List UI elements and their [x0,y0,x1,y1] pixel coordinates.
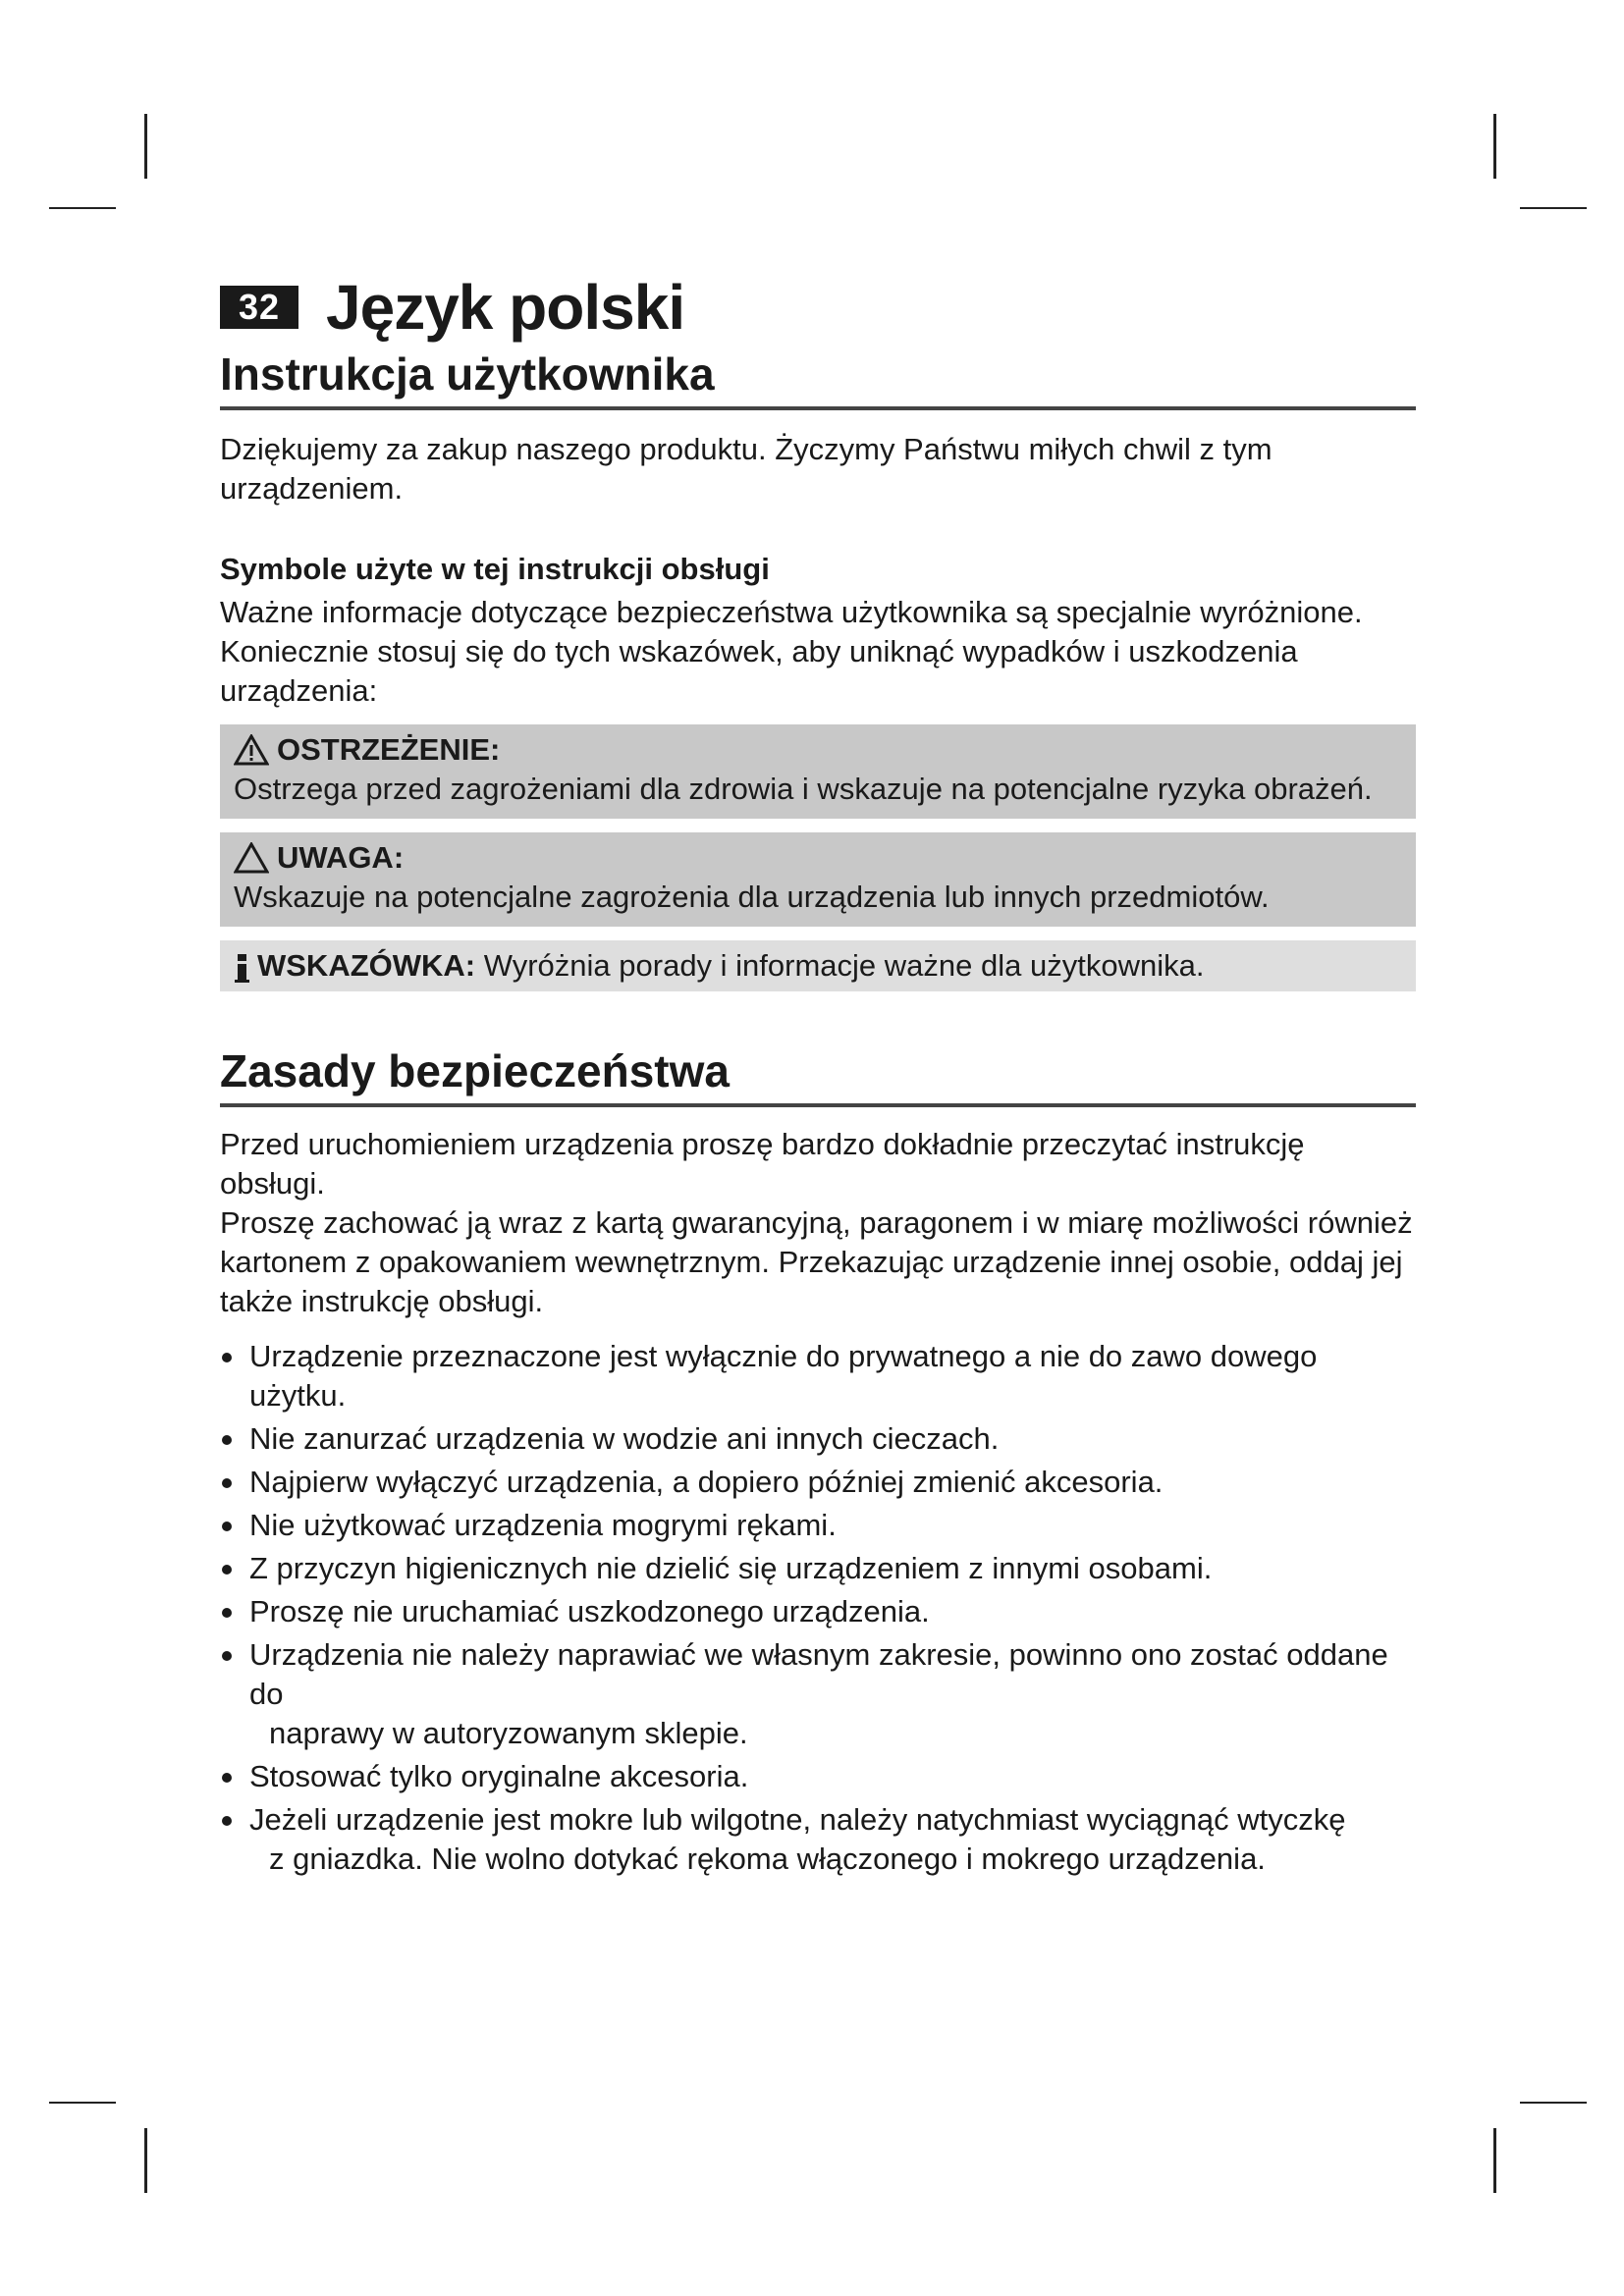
list-item: Proszę nie uruchamiać uszkodzonego urządzenia. [220,1592,1416,1631]
list-item: Z przyczyn higienicznych nie dzielić się urządzeniem z innymi osobami. [220,1549,1416,1588]
note-text: Wyróżnia porady i informacje ważne dla użytkownika. [475,948,1205,983]
language-header [220,273,1416,342]
symbols-line-2: Koniecznie stosuj się do tych wskazówek, aby uniknąć wypadków i uszkodzenia urządzenia: [220,634,1298,708]
caution-text: Wskazuje na potencjalne zagrożenia dla urządzenia lub innych przedmiotów. [234,880,1270,914]
safety-divider [220,1103,1416,1107]
language-title: Język polski [326,272,685,343]
list-item: Nie użytkować urządzenia mogrymi rękami. [220,1506,1416,1545]
warning-heading [234,730,1402,770]
safety-intro-line: także instrukcję obsługi. [220,1284,544,1318]
crop-mark-bottom-right-h [1520,2102,1587,2104]
safety-intro-line: Przed uruchomieniem urządzenia proszę bardzo dokładnie przeczytać instrukcję obsługi. [220,1127,1305,1201]
safety-intro-line: Proszę zachować ją wraz z kartą gwarancyjną, paragonem i w miarę możliwości również [220,1205,1413,1240]
warning-text: Ostrzega przed zagrożeniami dla zdrowia i wskazuje na potencjalne ryzyka obrażeń. [234,772,1373,806]
info-icon [234,952,251,984]
symbols-title: Symbole użyte w tej instrukcji obsługi [220,552,770,586]
crop-mark-top-left-v [144,114,147,179]
crop-mark-top-right-h [1520,207,1587,209]
crop-mark-top-right-v [1493,114,1496,179]
safety-intro-line: kartonem z opakowaniem wewnętrznym. Przekazując urządzenie innej osobie, oddaj jej [220,1245,1403,1279]
page-content [220,273,1416,1883]
note-label: WSKAZÓWKA: [257,948,476,983]
crop-mark-bottom-right-v [1493,2128,1496,2193]
list-item: Stosować tylko oryginalne akcesoria. [220,1757,1416,1796]
symbols-line-1: Ważne informacje dotyczące bezpieczeństwa użytkownika są specjalnie wyróżnione. [220,595,1363,629]
list-item-line: naprawy w autoryzowanym sklepie. [269,1716,748,1750]
intro-text: Dziękujemy za zakup naszego produktu. Życzymy Państwu miłych chwil z tym urządzeniem. [220,432,1272,506]
manual-title: Instrukcja użytkownika [220,348,715,400]
list-item-line: Jeżeli urządzenie jest mokre lub wilgotne, należy natychmiast wyciągnąć wtyczkę [249,1802,1346,1837]
list-item: Najpierw wyłączyć urządzenia, a dopiero później zmienić akcesoria. [220,1463,1416,1502]
safety-bullet-list [220,1337,1416,1879]
list-item [220,1635,1416,1753]
page-number-badge: 32 [220,286,298,329]
crop-mark-top-left-h [49,207,116,209]
caution-label: UWAGA: [277,840,405,875]
crop-mark-bottom-left-h [49,2102,116,2104]
safety-title: Zasady bezpieczeństwa [220,1045,730,1096]
list-item: Urządzenie przeznaczone jest wyłącznie do prywatnego a nie do zawo dowego użytku. [220,1337,1416,1415]
caution-triangle-icon [234,842,269,874]
note-box [220,940,1416,991]
warning-label: OSTRZEŻENIE: [277,732,501,767]
warning-triangle-icon [234,734,269,766]
crop-mark-bottom-left-v [144,2128,147,2193]
caution-heading [234,838,1402,878]
list-item: Nie zanurzać urządzenia w wodzie ani innych cieczach. [220,1419,1416,1459]
safety-intro [220,1125,1416,1321]
title-divider [220,406,1416,410]
list-item-line: z gniazdka. Nie wolno dotykać rękoma włączonego i mokrego urządzenia. [269,1842,1266,1876]
list-item-line: Urządzenia nie należy naprawiać we własnym zakresie, powinno ono zostać oddane do [249,1637,1388,1711]
list-item [220,1800,1416,1879]
caution-box [220,832,1416,927]
warning-box [220,724,1416,819]
